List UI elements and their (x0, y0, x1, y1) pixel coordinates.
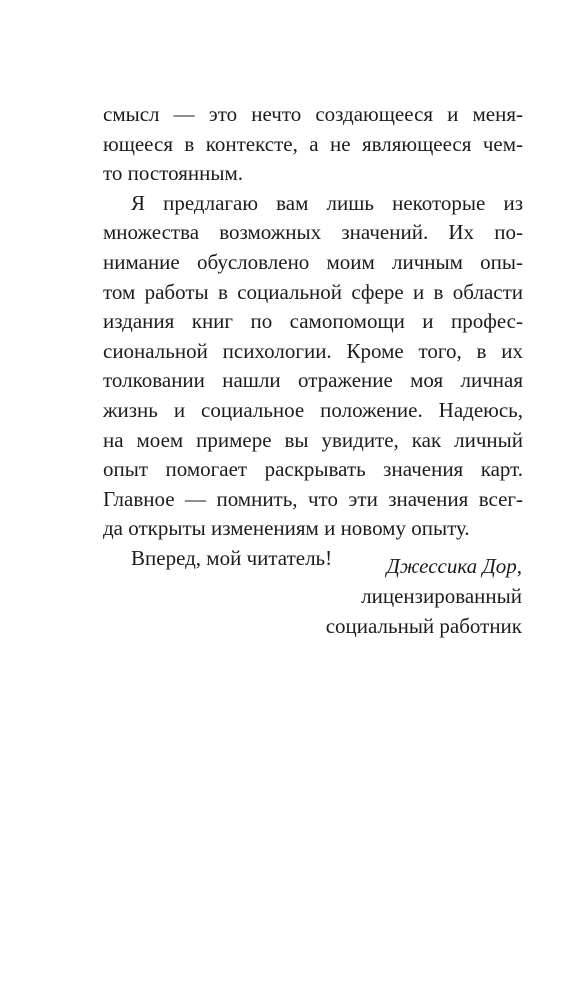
body-text (103, 100, 523, 574)
text-line: опыт помогает раскрывать значения карт. (103, 457, 523, 482)
author-name: Джессика Дор, (386, 554, 522, 578)
author-title-line-2: социальный работник (325, 614, 522, 638)
text-line: Я предлагаю вам лишь некоторые из (131, 190, 523, 215)
text-line: Главное — помнить, что эти значения всег- (103, 486, 523, 511)
author-signature (326, 551, 522, 641)
text-line: ющееся в контексте, а не являющееся чем- (103, 131, 523, 156)
author-title-line-1: лицензированный (361, 584, 522, 608)
text-line: Вперед, мой читатель! (131, 545, 333, 570)
text-line: нимание обусловлено моим личным опы- (103, 249, 523, 274)
text-line: смысл — это нечто создающееся и меня- (103, 102, 523, 126)
text-line: сиональной психологии. Кроме того, в их (103, 338, 523, 363)
text-line: на моем примере вы увидите, как личный (103, 427, 523, 452)
text-line: множества возможных значений. Их по- (103, 220, 523, 245)
text-line: да открыты изменениям и новому опыту. (103, 516, 470, 541)
text-line: издания книг по самопомощи и профес- (103, 309, 523, 334)
text-line: том работы в социальной сфере и в области (103, 279, 523, 304)
text-line: жизнь и социальное положение. Надеюсь, (103, 397, 523, 422)
text-line: толковании нашли отражение моя личная (103, 368, 523, 393)
text-line: то постоянным. (103, 161, 244, 186)
paragraph-2 (103, 189, 523, 544)
paragraph-1 (103, 100, 523, 189)
